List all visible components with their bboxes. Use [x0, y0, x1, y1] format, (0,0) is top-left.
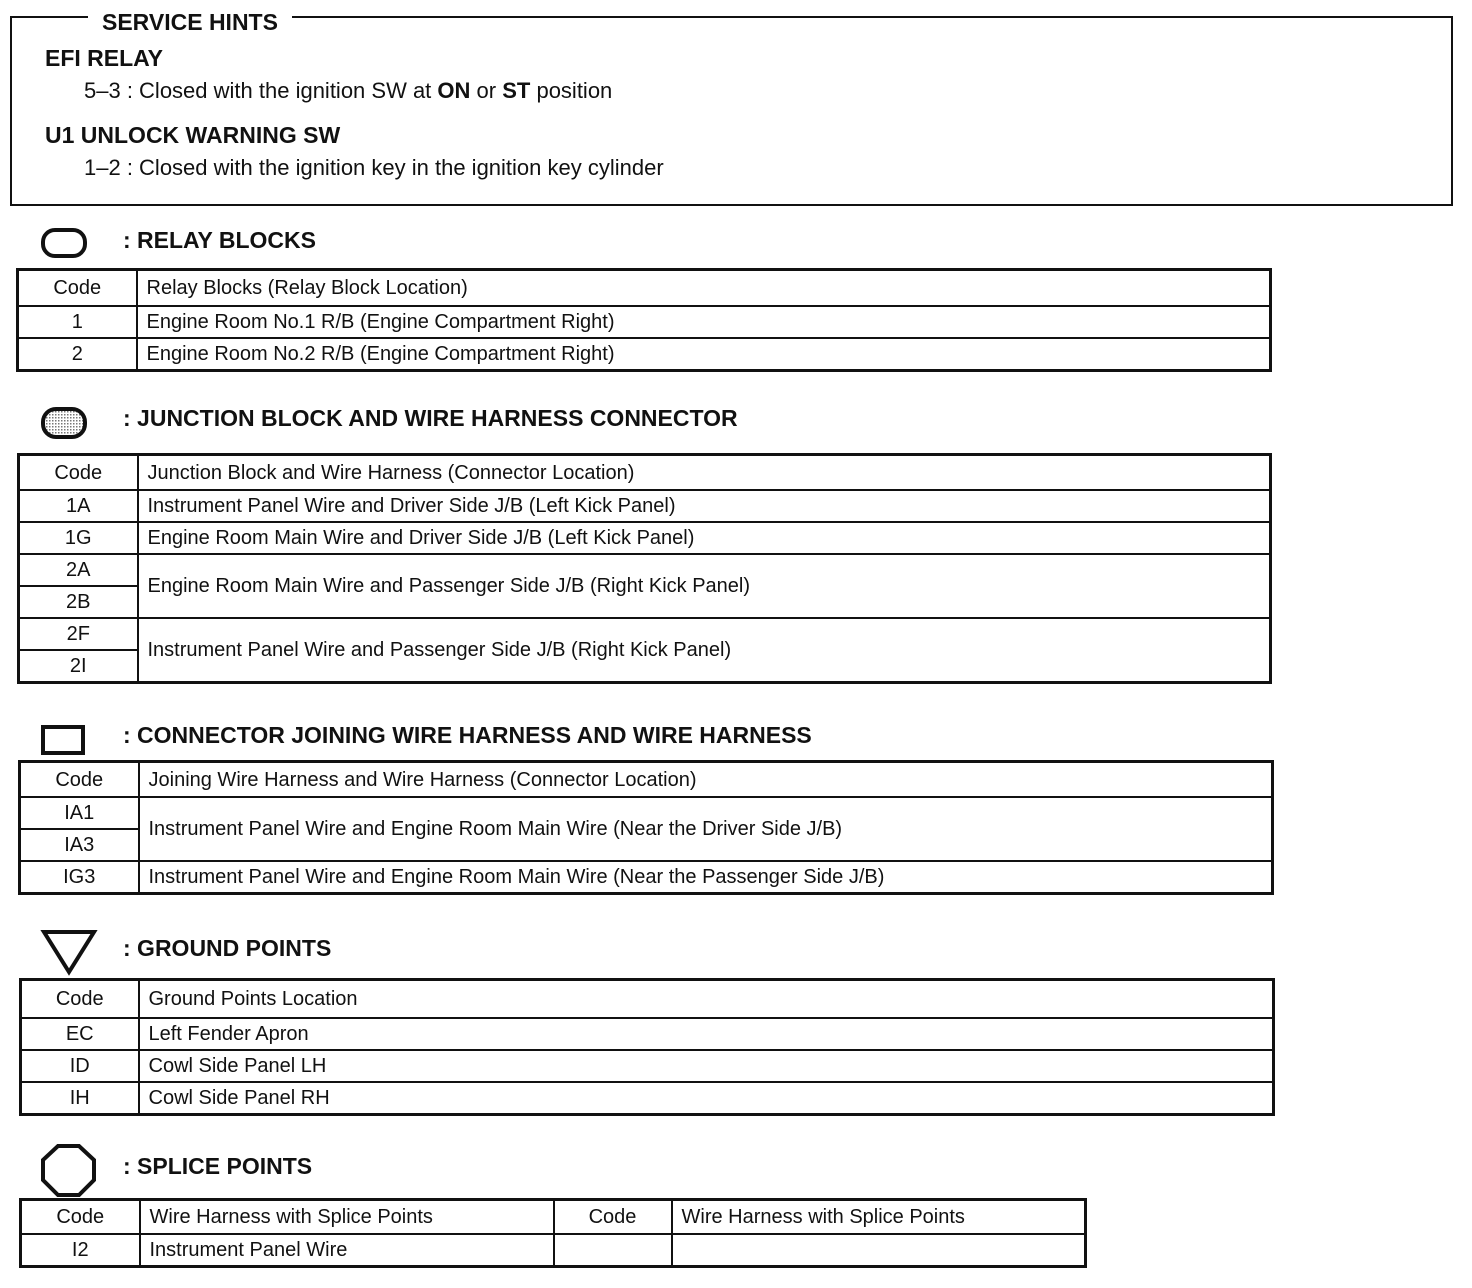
connectors-table: [18, 760, 1274, 895]
junction-code: 2F: [19, 618, 138, 650]
relay-location: Engine Room No.2 R/B (Engine Compartment Right): [137, 338, 1271, 371]
table-header-row: [21, 1200, 1086, 1235]
splice-code: [554, 1234, 672, 1267]
junction-blocks-title: : JUNCTION BLOCK AND WIRE HARNESS CONNECTOR: [123, 405, 738, 431]
ground-points-table: [19, 978, 1275, 1116]
table-header-row: [21, 980, 1274, 1019]
relay-location: Engine Room No.1 R/B (Engine Compartment Right): [137, 306, 1271, 338]
table-row: [18, 306, 1271, 338]
connector-location: Instrument Panel Wire and Engine Room Main Wire (Near the Passenger Side J/B): [139, 861, 1273, 894]
rounded-rectangle-icon: [40, 227, 90, 261]
ground-points-title: : GROUND POINTS: [123, 935, 332, 961]
header-location: Junction Block and Wire Harness (Connector Location): [138, 455, 1271, 491]
junction-location: Engine Room Main Wire and Passenger Side J/B (Right Kick Panel): [138, 554, 1271, 618]
ground-location: Left Fender Apron: [139, 1018, 1274, 1050]
efi-relay-heading: EFI RELAY: [45, 45, 164, 71]
relay-code: 1: [18, 306, 137, 338]
junction-code: 2I: [19, 650, 138, 683]
splice-wire-harness: [672, 1234, 1086, 1267]
down-triangle-icon: [40, 928, 100, 978]
rectangle-icon: [40, 722, 90, 758]
splice-code: I2: [21, 1234, 140, 1267]
header-code: Code: [554, 1200, 672, 1235]
efi-relay-hint-suffix: position: [530, 78, 613, 103]
table-row: [20, 797, 1273, 829]
header-wire-harness: Wire Harness with Splice Points: [140, 1200, 554, 1235]
unlock-warning-heading: U1 UNLOCK WARNING SW: [45, 122, 341, 148]
ground-code: IH: [21, 1082, 139, 1115]
junction-code: 2B: [19, 586, 138, 618]
table-row: [19, 554, 1271, 586]
header-location: Joining Wire Harness and Wire Harness (Connector Location): [139, 762, 1273, 798]
connector-code: IA3: [20, 829, 139, 861]
table-row: [18, 338, 1271, 371]
table-row: [21, 1018, 1274, 1050]
header-wire-harness: Wire Harness with Splice Points: [672, 1200, 1086, 1235]
header-code: Code: [21, 1200, 140, 1235]
junction-code: 1A: [19, 490, 138, 522]
junction-blocks-table: [17, 453, 1272, 684]
table-row: [21, 1050, 1274, 1082]
relay-blocks-table: [16, 268, 1272, 372]
table-header-row: [19, 455, 1271, 491]
header-code: Code: [19, 455, 138, 491]
junction-location: Engine Room Main Wire and Driver Side J/B (Left Kick Panel): [138, 522, 1271, 554]
service-hints-title: SERVICE HINTS: [88, 6, 292, 38]
relay-blocks-title: : RELAY BLOCKS: [123, 227, 316, 253]
table-row: [19, 618, 1271, 650]
octagon-icon: [40, 1143, 98, 1199]
table-row: [21, 1082, 1274, 1115]
table-row: [20, 861, 1273, 894]
header-code: Code: [21, 980, 139, 1019]
header-code: Code: [20, 762, 139, 798]
efi-relay-hint-st: ST: [502, 78, 531, 103]
table-header-row: [18, 270, 1271, 307]
table-row: [21, 1234, 1086, 1267]
connector-code: IA1: [20, 797, 139, 829]
connector-code: IG3: [20, 861, 139, 894]
ground-location: Cowl Side Panel LH: [139, 1050, 1274, 1082]
header-code: Code: [18, 270, 137, 307]
shaded-rounded-rectangle-icon: [40, 405, 90, 443]
splice-wire-harness: Instrument Panel Wire: [140, 1234, 554, 1267]
header-location: Relay Blocks (Relay Block Location): [137, 270, 1271, 307]
header-location: Ground Points Location: [139, 980, 1274, 1019]
connectors-title: : CONNECTOR JOINING WIRE HARNESS AND WIRE HARNESS: [123, 722, 812, 748]
efi-relay-hint: [84, 78, 612, 104]
table-row: [19, 490, 1271, 522]
connector-location: Instrument Panel Wire and Engine Room Main Wire (Near the Driver Side J/B): [139, 797, 1273, 861]
splice-points-table: [19, 1198, 1087, 1268]
junction-code: 2A: [19, 554, 138, 586]
table-header-row: [20, 762, 1273, 798]
junction-location: Instrument Panel Wire and Driver Side J/B (Left Kick Panel): [138, 490, 1271, 522]
efi-relay-hint-prefix: 5–3 : Closed with the ignition SW at: [84, 78, 438, 103]
ground-code: ID: [21, 1050, 139, 1082]
efi-relay-hint-on: ON: [437, 78, 471, 103]
ground-code: EC: [21, 1018, 139, 1050]
relay-code: 2: [18, 338, 137, 371]
junction-code: 1G: [19, 522, 138, 554]
splice-points-title: : SPLICE POINTS: [123, 1153, 313, 1179]
unlock-warning-hint: 1–2 : Closed with the ignition key in the ignition key cylinder: [84, 155, 664, 180]
table-row: [19, 522, 1271, 554]
junction-location: Instrument Panel Wire and Passenger Side J/B (Right Kick Panel): [138, 618, 1271, 683]
ground-location: Cowl Side Panel RH: [139, 1082, 1274, 1115]
efi-relay-hint-mid: or: [470, 78, 503, 103]
